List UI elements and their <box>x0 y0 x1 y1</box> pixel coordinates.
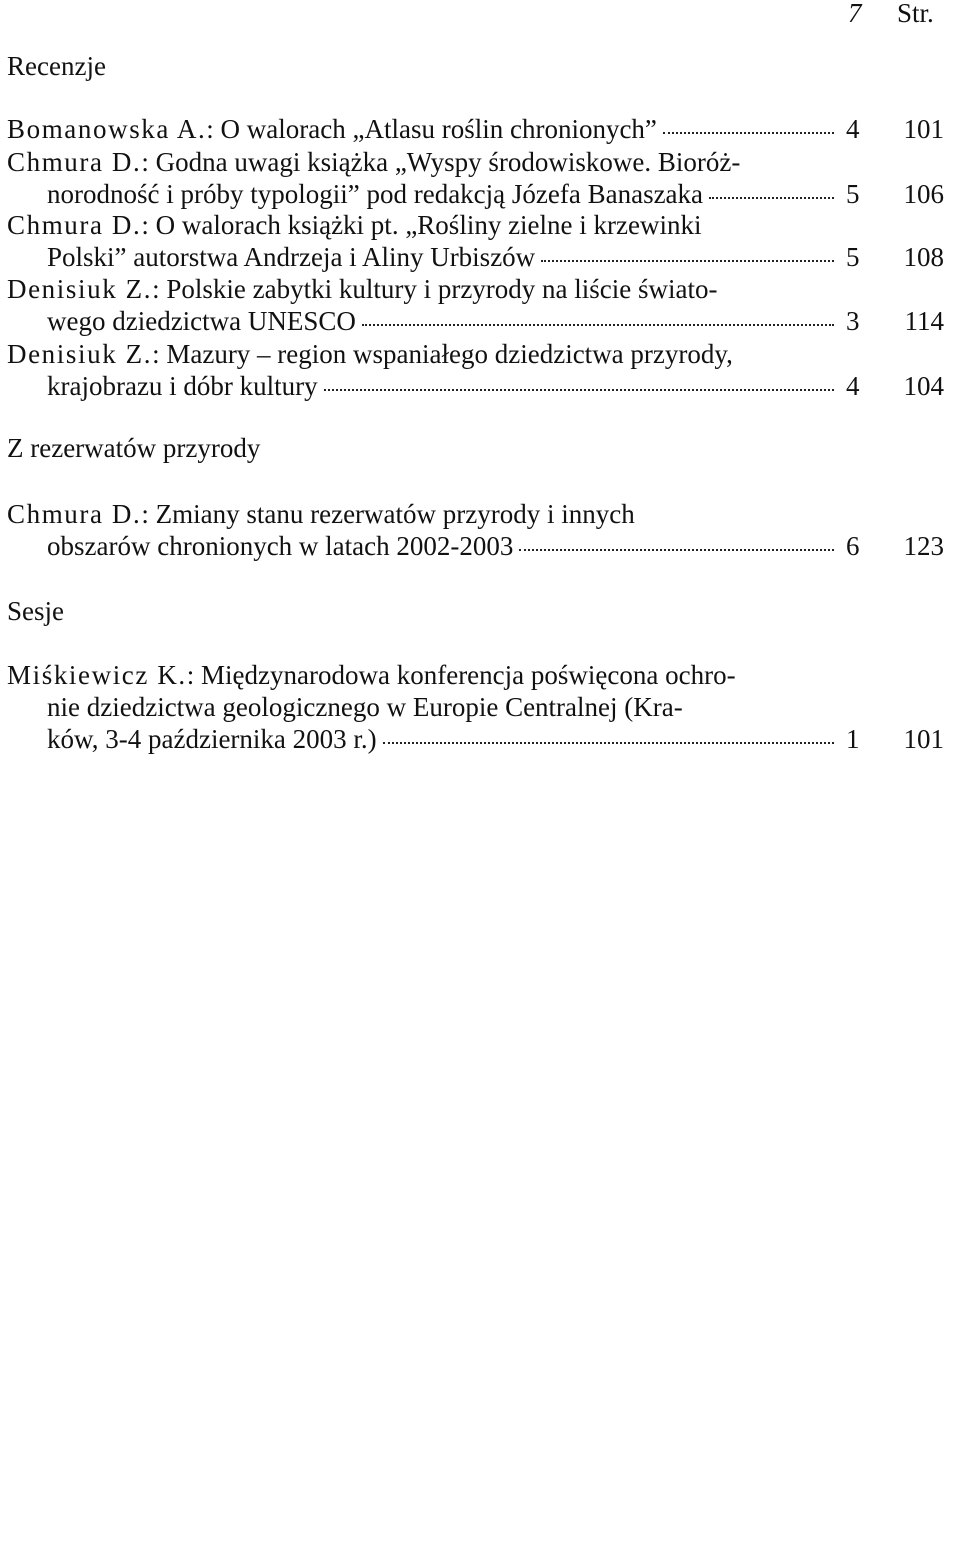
dot-leader <box>519 547 834 551</box>
entry-author: Denisiuk Z. <box>7 274 153 304</box>
header-issue-label: 7 <box>848 0 862 28</box>
entry-author: Bomanowska A. <box>7 114 207 144</box>
entry-title-text: : Międzynarodowa konferencja poświęcona ochro- <box>186 660 736 690</box>
entry-line <box>0 659 960 691</box>
entry-author: Chmura D. <box>7 499 142 529</box>
toc-entry[interactable] <box>0 659 960 755</box>
entry-text <box>7 209 701 241</box>
toc-entry[interactable] <box>0 498 960 562</box>
entry-line <box>0 178 960 210</box>
page-number: 108 <box>903 242 944 272</box>
issue-number: 1 <box>846 724 860 754</box>
entry-text <box>7 659 736 691</box>
entry-line <box>0 209 960 241</box>
entry-author: Chmura D. <box>7 210 142 240</box>
entry-author: Denisiuk Z. <box>7 339 153 369</box>
entry-title-text: norodność i próby typologii” pod redakcją Józefa Banaszaka <box>47 179 704 209</box>
page-number: 104 <box>903 371 944 401</box>
entry-text <box>47 241 535 273</box>
entry-text <box>47 723 377 755</box>
toc-entry[interactable] <box>0 338 960 402</box>
entry-title-text: : O walorach książki pt. „Rośliny zielne i krzewinki <box>141 210 702 240</box>
page-number: 123 <box>903 531 944 561</box>
entry-text <box>47 178 703 210</box>
issue-number: 5 <box>846 242 860 272</box>
dot-leader <box>362 322 834 326</box>
entry-author: Chmura D. <box>7 147 142 177</box>
issue-number: 4 <box>846 371 860 401</box>
section-title: Recenzje <box>7 51 106 81</box>
entry-line <box>0 723 960 755</box>
entry-line <box>0 241 960 273</box>
issue-number: 6 <box>846 531 860 561</box>
issue-number: 3 <box>846 306 860 336</box>
entry-title-text: : Zmiany stanu rezerwatów przyrody i innych <box>141 499 635 529</box>
issue-number: 5 <box>846 179 860 209</box>
entry-line <box>0 273 960 305</box>
dot-leader <box>324 387 834 391</box>
header-page-label: Str. <box>897 0 934 28</box>
entry-text <box>7 146 740 178</box>
entry-title-text: Polski” autorstwa Andrzeja i Aliny Urbiszów <box>47 242 536 272</box>
entry-text <box>7 338 733 370</box>
entry-title-text: : Mazury – region wspaniałego dziedzictwa przyrody, <box>152 339 733 369</box>
entry-line <box>0 305 960 337</box>
entry-text <box>7 113 657 145</box>
dot-leader <box>541 258 834 262</box>
toc-entry[interactable] <box>0 273 960 337</box>
entry-title-text: nie dziedzictwa geologicznego w Europie Centralnej (Kra- <box>47 692 683 722</box>
page-number: 101 <box>903 114 944 144</box>
page-number: 114 <box>904 306 944 336</box>
entry-line <box>0 370 960 402</box>
entry-line <box>0 113 960 145</box>
dot-leader <box>383 740 834 744</box>
entry-title-text: obszarów chronionych w latach 2002-2003 <box>47 531 514 561</box>
entry-title-text: : Polskie zabytki kultury i przyrody na liście świato- <box>152 274 718 304</box>
entry-line <box>0 338 960 370</box>
entry-text <box>47 691 683 723</box>
entry-line <box>0 498 960 530</box>
entry-text <box>7 273 718 305</box>
entry-line <box>0 146 960 178</box>
entry-text <box>7 498 635 530</box>
entry-line <box>0 530 960 562</box>
entry-title-text: wego dziedzictwa UNESCO <box>47 306 356 336</box>
entry-text <box>47 530 513 562</box>
page-number: 106 <box>903 179 944 209</box>
entry-title-text: : O walorach „Atlasu roślin chronionych” <box>206 114 657 144</box>
issue-number: 4 <box>846 114 860 144</box>
entry-title-text: : Godna uwagi książka „Wyspy środowiskowe. Bioróż- <box>141 147 741 177</box>
entry-author: Miśkiewicz K. <box>7 660 187 690</box>
entry-title-text: ków, 3-4 października 2003 r.) <box>47 724 377 754</box>
section-title: Z rezerwatów przyrody <box>7 433 261 463</box>
toc-entry[interactable] <box>0 209 960 273</box>
entry-line <box>0 691 960 723</box>
section-title: Sesje <box>7 596 64 626</box>
page-number: 101 <box>903 724 944 754</box>
entry-title-text: krajobrazu i dóbr kultury <box>47 371 318 401</box>
dot-leader <box>663 130 834 134</box>
toc-entry[interactable] <box>0 113 960 145</box>
entry-text <box>47 370 318 402</box>
dot-leader <box>709 195 834 199</box>
entry-text <box>47 305 356 337</box>
toc-entry[interactable] <box>0 146 960 210</box>
